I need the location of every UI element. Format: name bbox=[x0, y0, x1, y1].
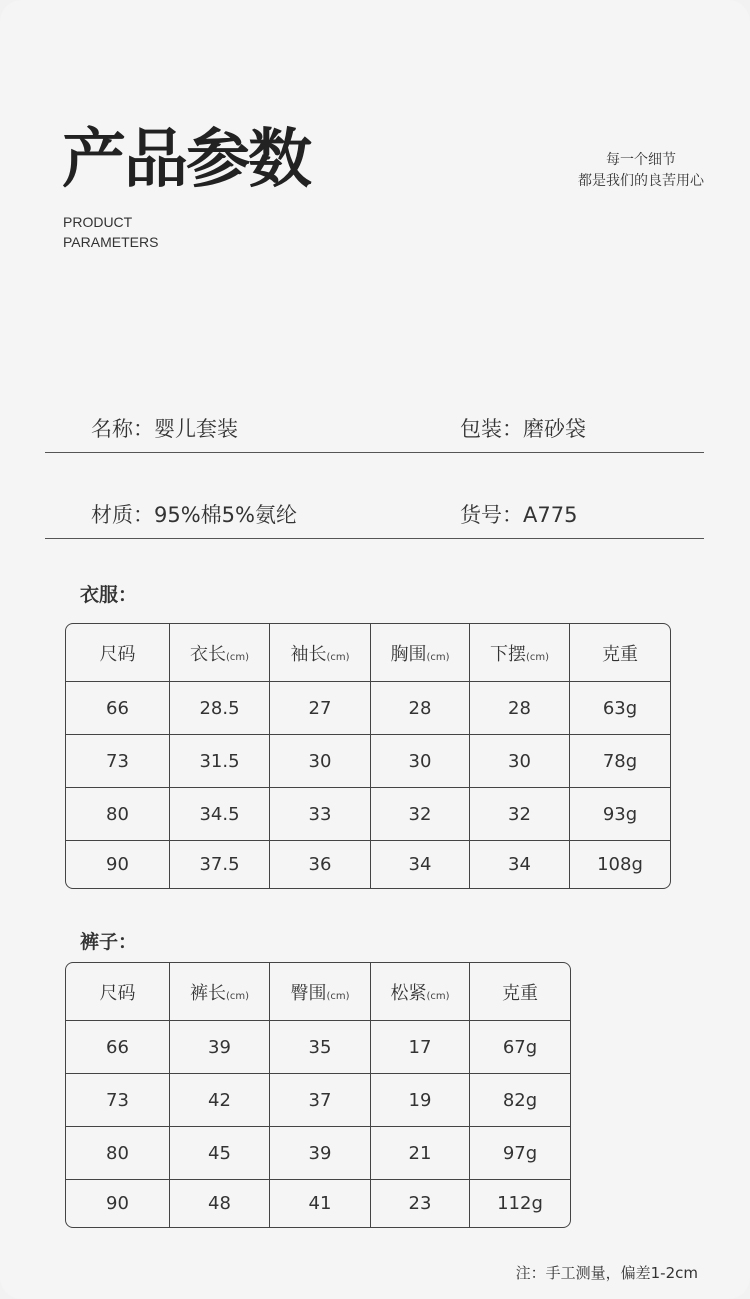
header-label: 克重 bbox=[602, 643, 638, 665]
table-cell: 90 bbox=[66, 841, 170, 888]
page-title: 产品参数 bbox=[62, 123, 310, 197]
table-row bbox=[66, 1074, 570, 1127]
product-name: 名称：婴儿套装 bbox=[91, 417, 238, 441]
table-cell: 73 bbox=[66, 1074, 170, 1127]
pants-size-table bbox=[65, 962, 571, 1228]
table-row bbox=[66, 1127, 570, 1180]
header-label: 尺码 bbox=[99, 643, 136, 665]
header-cell bbox=[270, 963, 371, 1021]
info-row-2 bbox=[45, 499, 704, 539]
header-label: 裤长 bbox=[189, 982, 226, 1004]
table-cell: 31.5 bbox=[170, 735, 270, 788]
subtitle-line-1: PRODUCT bbox=[63, 214, 133, 230]
table-cell: 66 bbox=[66, 1021, 170, 1074]
subtitle-line-2: PARAMETERS bbox=[63, 234, 159, 250]
header-label: 衣长 bbox=[189, 643, 226, 665]
table-cell: 32 bbox=[470, 788, 570, 841]
header-label: 胸围 bbox=[390, 643, 427, 665]
table-cell: 28.5 bbox=[170, 682, 270, 735]
table-cell: 21 bbox=[371, 1127, 470, 1180]
table-cell: 23 bbox=[371, 1180, 470, 1227]
clothes-size-table bbox=[65, 623, 671, 889]
table-cell: 67g bbox=[470, 1021, 570, 1074]
header-cell bbox=[371, 963, 470, 1021]
table-cell: 17 bbox=[371, 1021, 470, 1074]
table-cell: 73 bbox=[66, 735, 170, 788]
table-cell: 36 bbox=[270, 841, 371, 888]
header-label: 尺码 bbox=[99, 982, 136, 1004]
table-header-row bbox=[66, 963, 570, 1021]
header-cell bbox=[371, 624, 470, 682]
header-unit: (cm) bbox=[326, 651, 350, 663]
table-cell: 37 bbox=[270, 1074, 371, 1127]
header-cell bbox=[170, 624, 270, 682]
header-cell bbox=[170, 963, 270, 1021]
header-label: 松紧 bbox=[390, 982, 427, 1004]
slogan-line-1: 每一个细节 bbox=[606, 152, 676, 168]
header-cell bbox=[66, 963, 170, 1021]
table-cell: 30 bbox=[470, 735, 570, 788]
header-label: 下摆 bbox=[489, 643, 526, 665]
table-cell: 34.5 bbox=[170, 788, 270, 841]
table-header-row bbox=[66, 624, 670, 682]
table-cell: 39 bbox=[170, 1021, 270, 1074]
header-cell bbox=[470, 963, 570, 1021]
header-unit: (cm) bbox=[525, 651, 550, 663]
header-label: 克重 bbox=[502, 982, 538, 1004]
table-cell: 28 bbox=[470, 682, 570, 735]
header-unit: (cm) bbox=[225, 990, 250, 1002]
table-cell: 78g bbox=[570, 735, 670, 788]
header-cell bbox=[66, 624, 170, 682]
material: 材质：95%棉5%氨纶 bbox=[91, 503, 297, 527]
table-cell: 80 bbox=[66, 788, 170, 841]
header-cell bbox=[270, 624, 371, 682]
table-cell: 63g bbox=[570, 682, 670, 735]
table-cell: 42 bbox=[170, 1074, 270, 1127]
table-cell: 97g bbox=[470, 1127, 570, 1180]
slogan bbox=[578, 150, 704, 192]
table-cell: 37.5 bbox=[170, 841, 270, 888]
table-cell: 90 bbox=[66, 1180, 170, 1227]
table-cell: 66 bbox=[66, 682, 170, 735]
header-unit: (cm) bbox=[326, 990, 350, 1002]
table-row bbox=[66, 788, 670, 841]
table-cell: 34 bbox=[470, 841, 570, 888]
table-cell: 19 bbox=[371, 1074, 470, 1127]
header-unit: (cm) bbox=[426, 651, 450, 663]
table-cell: 48 bbox=[170, 1180, 270, 1227]
header-cell bbox=[570, 624, 670, 682]
header-unit: (cm) bbox=[225, 651, 250, 663]
header-label: 臀围 bbox=[290, 982, 327, 1004]
table-cell: 39 bbox=[270, 1127, 371, 1180]
package-type: 包装：磨砂袋 bbox=[460, 417, 586, 441]
table-cell: 34 bbox=[371, 841, 470, 888]
pants-section-title: 裤子： bbox=[80, 931, 138, 953]
table-row bbox=[66, 682, 670, 735]
table-row bbox=[66, 735, 670, 788]
table-cell: 41 bbox=[270, 1180, 371, 1227]
table-cell: 27 bbox=[270, 682, 371, 735]
header-unit: (cm) bbox=[426, 990, 450, 1002]
table-cell: 30 bbox=[371, 735, 470, 788]
table-row bbox=[66, 841, 670, 888]
table-row bbox=[66, 1180, 570, 1227]
table-cell: 80 bbox=[66, 1127, 170, 1180]
header-cell bbox=[470, 624, 570, 682]
table-cell: 93g bbox=[570, 788, 670, 841]
table-cell: 33 bbox=[270, 788, 371, 841]
table-cell: 35 bbox=[270, 1021, 371, 1074]
table-cell: 30 bbox=[270, 735, 371, 788]
table-cell: 82g bbox=[470, 1074, 570, 1127]
info-row-1 bbox=[45, 413, 704, 453]
clothes-section-title: 衣服： bbox=[80, 584, 138, 606]
measurement-note: 注：手工测量，偏差1-2cm bbox=[515, 1264, 698, 1282]
slogan-line-2: 都是我们的良苦用心 bbox=[578, 173, 704, 189]
table-row bbox=[66, 1021, 570, 1074]
table-cell: 45 bbox=[170, 1127, 270, 1180]
table-cell: 108g bbox=[597, 854, 643, 875]
table-cell: 32 bbox=[371, 788, 470, 841]
page-subtitle-en bbox=[63, 212, 158, 252]
header-label: 袖长 bbox=[290, 643, 327, 665]
table-cell: 112g bbox=[497, 1193, 543, 1214]
item-number: 货号：A775 bbox=[460, 503, 578, 527]
table-cell: 28 bbox=[371, 682, 470, 735]
